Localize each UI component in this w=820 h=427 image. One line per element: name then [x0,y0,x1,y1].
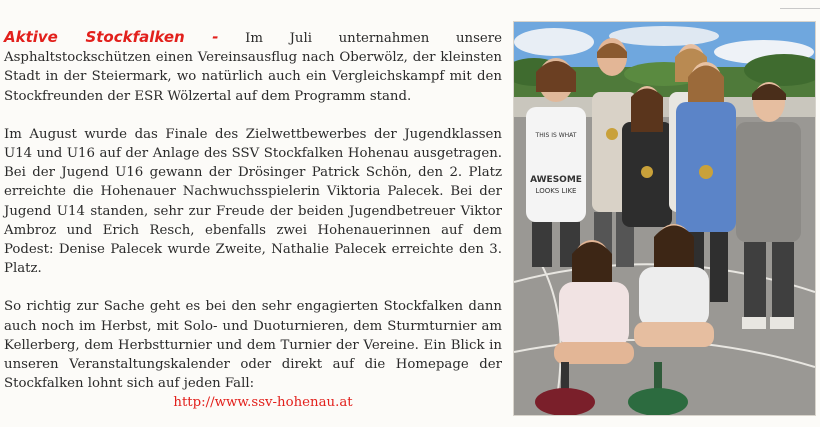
paragraph-3 [4,297,502,412]
paragraph-1 [4,28,502,106]
svg-text:LOOKS LIKE: LOOKS LIKE [535,187,577,195]
paragraph-1-text: Im Juli unternahmen unsere Asphaltstockschützen einen Vereinsausflug nach Oberwölz, der kleinsten Stadt in der Steiermark, wo natürlich auch ein Vergleichskampf mit den Stockfreunden der ESR Wölzertal auf dem Programm stand. [4,31,503,104]
paragraph-2: Im August wurde das Finale des Zielwettbewerbes der Jugendklassen U14 und U16 auf der Anlage des SSV Stockfalken Hohenau ausgetragen. Bei der Jugend U16 gewann der Drösinger Patrick Schön, den 2. Platz erreichte die Hohenauer Nachwuchsspielerin Viktoria Palecek. Bei der Jugend U14 standen, sehr zur Freude der beiden Jugendbetreuer Viktor Ambroz und Erich Resch, ebenfalls zwei Hohenauerinnen auf dem Podest: Denise Palecek wurde Zweite, Nathalie Palecek erreichte den 3. Platz. [4,126,502,277]
article-text-column [4,28,502,413]
svg-text:THIS IS WHAT: THIS IS WHAT [535,132,577,139]
article-headline: Aktive Stockfalken - [4,28,219,46]
paragraph-3-text: So richtig zur Sache geht es bei den sehr engagierten Stockfalken dann auch noch im Herbst, mit Solo- und Duoturnieren, dem Sturmturnier am Kellerberg, dem Herbstturnier und dem Turnier der Vereine. Ein Blick in unseren Veranstaltungskalender oder direkt auf die Homepage der Stockfalken lohnt sich auf jeden Fall: [4,299,502,392]
page-corner-line [780,0,820,9]
team-photo [513,21,816,416]
homepage-link[interactable]: http://www.ssv-hohenau.at [173,395,353,411]
team-photo-illustration [514,22,815,415]
svg-text:AWESOME: AWESOME [530,175,582,185]
